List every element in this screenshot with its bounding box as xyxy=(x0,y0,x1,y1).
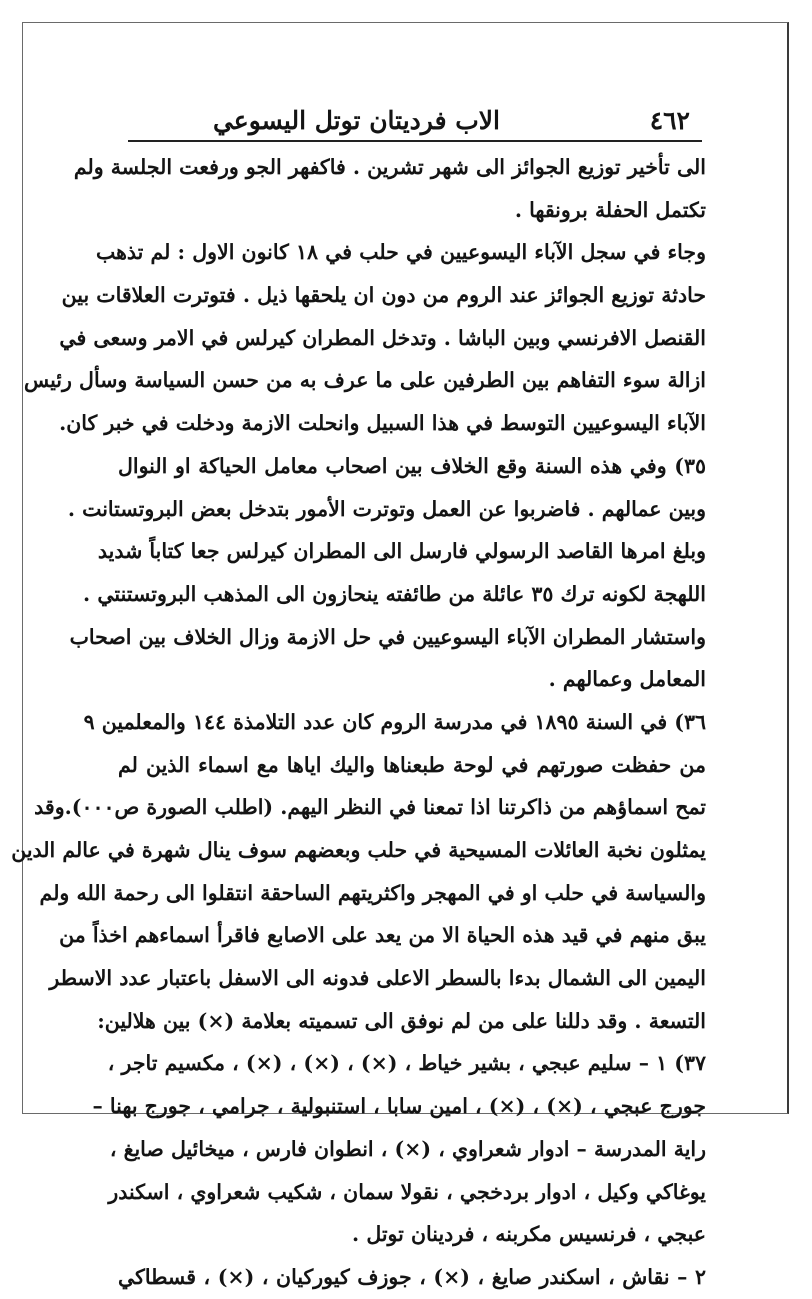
text-line: وجاء في سجل الآباء اليسوعيين في حلب في ١٨ كانون الاول : لم تذهب xyxy=(95,240,706,265)
text-line: ٢ – نقاش ، اسكندر صايغ ، (×) ، جوزف كيوركيان ، (×) ، قسطاكي xyxy=(118,1264,706,1289)
text-line: ازالة سوء التفاهم بين الطرفين على ما عرف به من حسن السياسة وسأل رئيس xyxy=(23,368,706,393)
text-line: التسعة . وقد دللنا على من لم نوفق الى تسميته بعلامة (×) بين هلالين: xyxy=(97,1008,706,1033)
header-rule xyxy=(128,140,702,142)
running-title: الاب فرديتان توتل اليسوعي xyxy=(212,106,500,135)
text-line: والسياسة في حلب او في المهجر واكثريتهم الساحقة انتقلوا الى رحمة الله ولم xyxy=(39,880,706,905)
text-line: اليمين الى الشمال بدءا بالسطر الاعلى فدونه الى الاسفل باعتبار عدد الاسطر xyxy=(49,966,706,991)
text-line: جورج عبجي ، (×) ، (×) ، امين سابا ، استنبولية ، جرامي ، جورج بهنا – xyxy=(92,1094,706,1119)
text-line: الى تأخير توزيع الجوائز الى شهر تشرين . فاكفهر الجو ورفعت الجلسة ولم xyxy=(73,155,706,179)
text-line: يوغاكي وكيل ، ادوار بردخجي ، نقولا سمان ، شكيب شعراوي ، اسكندر xyxy=(108,1179,706,1204)
text-line: وبلغ امرها القاصد الرسولي فارسل الى المطران كيرلس جعا كتاباً شديد xyxy=(97,539,706,564)
text-line: حادثة توزيع الجوائز عند الروم من دون ان يلحقها ذيل . فتوترت العلاقات بين xyxy=(61,283,706,308)
text-line: المعامل وعمالهم . xyxy=(548,667,706,692)
page-body xyxy=(11,146,706,1299)
text-line: وبين عمالهم . فاضربوا عن العمل وتوترت الأمور بتدخل بعض البروتستانت . xyxy=(67,496,706,521)
text-line: القنصل الافرنسي وبين الباشا . وتدخل المطران كيرلس في الامر وسعى في xyxy=(59,325,706,350)
text-line: ٣٥) وفي هذه السنة وقع الخلاف بين اصحاب معامل الحياكة او النوال xyxy=(118,453,706,478)
text-line: اللهجة لكونه ترك ٣٥ عائلة من طائفته ينحازون الى المذهب البروتستنتي . xyxy=(83,581,706,606)
text-line: يبق منهم في قيد هذه الحياة الا من يعد على الاصابع فاقرأ اسماءهم اخذاً من xyxy=(59,923,706,948)
page-number: ٤٦٢ xyxy=(649,106,690,135)
text-line: من حفظت صورتهم في لوحة طبعناها واليك اياها مع اسماء الذين لم xyxy=(118,752,706,777)
page-header xyxy=(130,98,690,138)
text-line: راية المدرسة – ادوار شعراوي ، (×) ، انطوان فارس ، ميخائيل صايغ ، xyxy=(109,1136,706,1161)
text-line: ٣٧) ١ – سليم عبجي ، بشير خياط ، (×) ، (×) ، (×) ، مكسيم تاجر ، xyxy=(107,1051,706,1076)
text-line: عبجي ، فرنسيس مكربنه ، فردينان توتل . xyxy=(352,1222,706,1247)
text-line: تمح اسماؤهم من ذاكرتنا اذا تمعنا في النظر اليهم. (اطلب الصورة ص٠٠٠).وقد xyxy=(34,795,706,820)
text-line: تكتمل الحفلة برونقها . xyxy=(514,197,706,222)
text-line: واستشار المطران الآباء اليسوعيين في حل الازمة وزال الخلاف بين اصحاب xyxy=(69,624,706,649)
text-line: يمثلون نخبة العائلات المسيحية في حلب وبعضهم سوف ينال شهرة في عالم الدين xyxy=(11,838,706,862)
text-line: ٣٦) في السنة ١٨٩٥ في مدرسة الروم كان عدد التلامذة ١٤٤ والمعلمين ٩ xyxy=(83,709,706,734)
text-line: الآباء اليسوعيين التوسط في هذا السبيل وانحلت الازمة ودخلت في خبر كان. xyxy=(59,411,706,436)
